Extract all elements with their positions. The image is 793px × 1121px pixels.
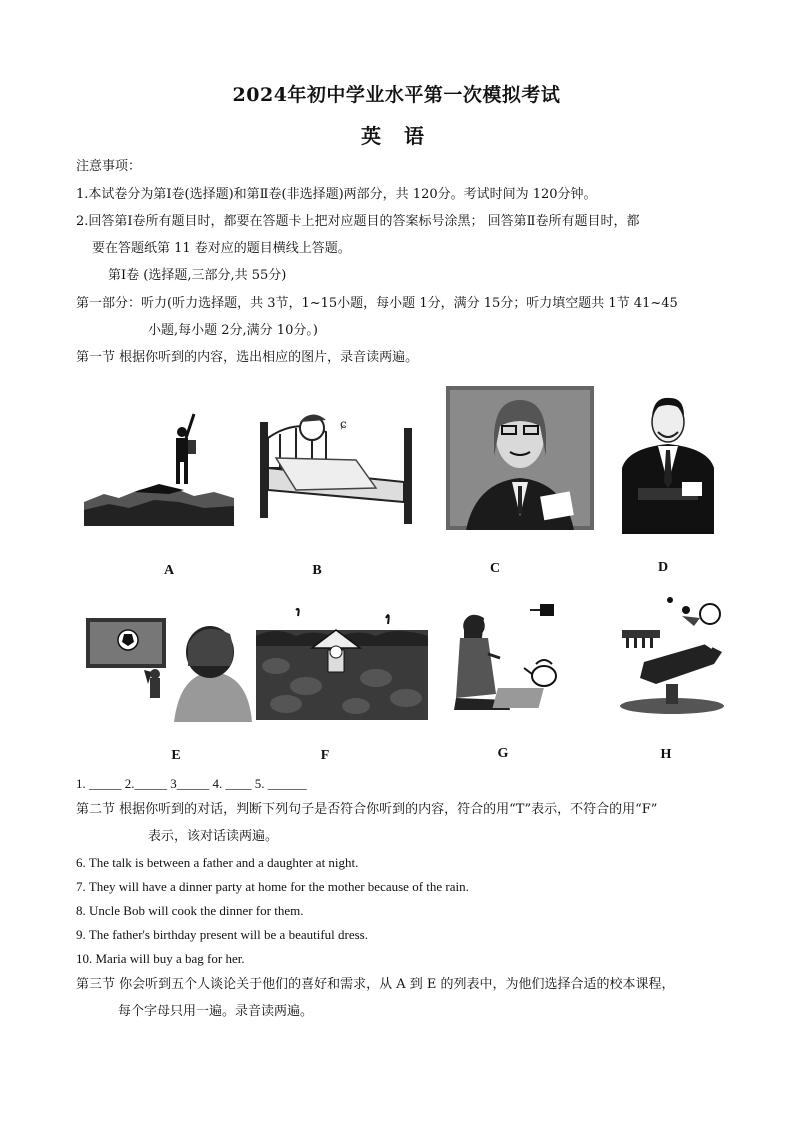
picture-label-f: F xyxy=(320,748,330,763)
notice-item-2-line-2: 要在答题纸第 11 卷对应的题目横线上答题。 xyxy=(92,241,351,256)
section-3-instruction-line-1: 第三节 你会听到五个人谈论关于他们的喜好和需求，从 A 到 E 的列表中，为他们选择合适的校本课程， xyxy=(76,977,675,992)
part-1-line-1: 第一部分：听力(听力选择题，共 3节，1~15小题，每小题 1分，满分 15分；听力填空题共 1节 41~45 xyxy=(76,296,678,311)
notice-heading: 注意事项： xyxy=(76,159,142,174)
woman-making-tea-image xyxy=(452,598,572,716)
picture-label-d: D xyxy=(657,560,669,575)
notice-item-1: 1.本试卷分为第Ⅰ卷(选择题)和第Ⅱ卷(非选择题)两部分，共 120分。考试时间为 120分钟。 xyxy=(76,187,597,202)
picture-label-e: E xyxy=(171,748,181,763)
question-8: 8. Uncle Bob will cook the dinner for them. xyxy=(76,903,304,918)
man-with-glasses-photo xyxy=(446,386,594,530)
exam-subject: 英 语 xyxy=(361,124,432,148)
picture-label-g: G xyxy=(497,746,509,761)
tea-field-farmer-image xyxy=(256,606,428,720)
dentist-chair-image xyxy=(616,592,728,716)
section-3-instruction-line-2: 每个字母只用一遍。录音读两遍。 xyxy=(118,1004,314,1019)
part-1-line-2: 小题,每小题 2分,满分 10分。) xyxy=(148,323,318,338)
volume-1-heading: 第Ⅰ卷 (选择题,三部分,共 55分) xyxy=(108,268,287,283)
mountain-summit-person-image xyxy=(84,402,234,530)
picture-label-h: H xyxy=(660,747,672,762)
picture-label-a: A xyxy=(163,563,175,578)
question-6: 6. The talk is between a father and a daughter at night. xyxy=(76,855,359,870)
question-7: 7. They will have a dinner party at home for the mother because of the rain. xyxy=(76,879,469,894)
watching-football-tv-image xyxy=(84,614,252,722)
exam-title: 2024年初中学业水平第一次模拟考试 xyxy=(232,84,561,106)
picture-label-c: C xyxy=(489,561,501,576)
child-in-bed-image xyxy=(256,398,416,528)
question-10: 10. Maria will buy a bag for her. xyxy=(76,951,245,966)
svg-text:ɕ: ɕ xyxy=(340,417,347,431)
notice-item-2-line-1: 2.回答第Ⅰ卷所有题目时，都要在答题卡上把对应题目的答案标号涂黑； 回答第Ⅱ卷所有题目时，都 xyxy=(76,214,640,229)
question-9: 9. The father's birthday present will be a beautiful dress. xyxy=(76,927,368,942)
picture-label-b: B xyxy=(312,563,322,578)
businessman-photo xyxy=(618,392,718,534)
section-2-instruction-line-1: 第二节 根据你听到的对话，判断下列句子是否符合你听到的内容，符合的用“T”表示，不符合的用“F” xyxy=(76,802,658,817)
section-2-instruction-line-2: 表示，该对话读两遍。 xyxy=(148,829,279,844)
section-1-instruction: 第一节 根据你听到的内容，选出相应的图片，录音读两遍。 xyxy=(76,350,419,365)
answer-blanks: 1. _____ 2._____ 3_____ 4. ____ 5. ______ xyxy=(76,776,307,791)
